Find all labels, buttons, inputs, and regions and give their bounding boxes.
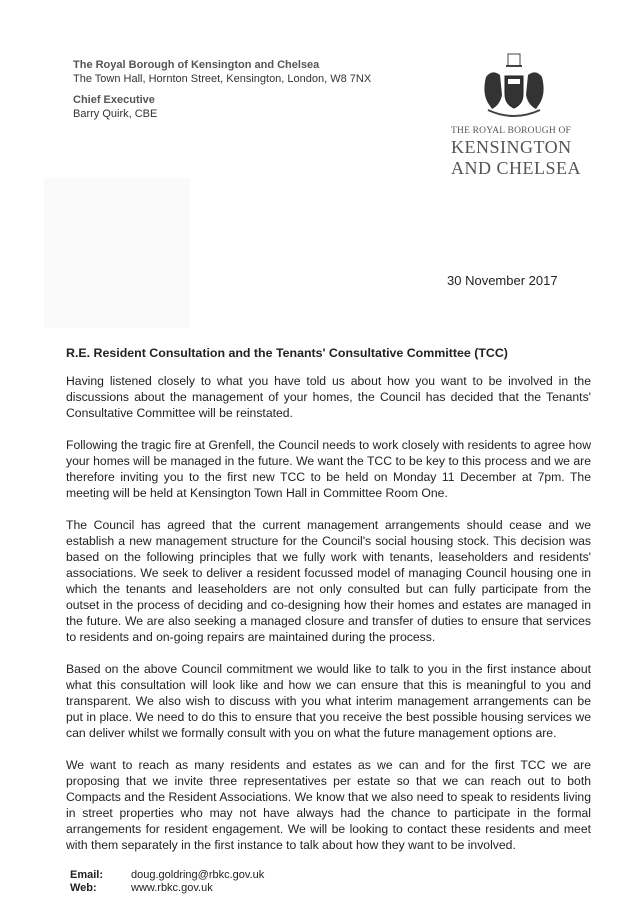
paragraph: The Council has agreed that the current management arrangements should cease and we establish a new management structure for the Council's social housing stock. This decision was based on the following principles that we fully work with tenants, leaseholders and residents' associations. We seek to deliver a resident focussed model of managing Council housing one in which the tenants and leaseholders are not only consulted but can fully participate from the outset in the process of deciding and co-designing how their homes and estates are managed in the future. We are also seeking a managed closure and transfer of duties to ensure that services to residents and on-going repairs are maintained during the process.: [66, 518, 591, 644]
letter-body: [66, 345, 591, 853]
org-address: The Town Hall, Hornton Street, Kensington, London, W8 7NX: [73, 73, 372, 85]
sender-name: Barry Quirk, CBE: [73, 108, 158, 120]
logo-line3: AND CHELSEA: [451, 158, 581, 178]
paragraph: Following the tragic fire at Grenfell, the Council needs to work closely with residents to agree how your homes will be managed in the future. We want the TCC to be key to this process and we are therefore inviting you to the first new TCC to be held on Monday 11 December at 7pm. The meeting will be held at Kensington Town Hall in Committee Room One.: [66, 438, 591, 500]
paragraph: Based on the above Council commitment we would like to talk to you in the first instance about what this consultation will look like and how we can ensure that this is meaningful to you and transparent. We also wish to discuss with you what interim management arrangements can be put in place. We need to do this to ensure that you receive the best possible housing services we can deliver whilst we formally consult with you on what the future management options are.: [66, 662, 591, 740]
web-label: Web:: [70, 882, 97, 894]
org-name: The Royal Borough of Kensington and Chelsea: [73, 59, 320, 71]
paragraph: Having listened closely to what you have told us about how you want to be involved in the discussions about the management of your homes, the Council has decided that the Tenants' Consultative Committee will be reinstated.: [66, 374, 591, 420]
email-link[interactable]: doug.goldring@rbkc.gov.uk: [131, 869, 265, 881]
logo-line2: KENSINGTON: [451, 137, 572, 157]
logo-line1: THE ROYAL BOROUGH OF: [451, 126, 572, 136]
letter-subject: R.E. Resident Consultation and the Tenants' Consultative Committee (TCC): [66, 346, 508, 360]
paragraph: We want to reach as many residents and estates as we can and for the first TCC we are proposing that we invite three representatives per estate so that we can reach out to both Compacts and the Resident Associations. We know that we also need to speak to residents living in street properties who may not have always had the chance to participate in the formal arrangements for resident engagement. We will be looking to contact these residents and meet with them separately in the first instance to talk about how they want to be involved.: [66, 758, 591, 852]
sender-role: Chief Executive: [73, 94, 155, 106]
contact-details: [70, 869, 591, 895]
letter-date: 30 November 2017: [447, 273, 558, 288]
web-link[interactable]: www.rbkc.gov.uk: [131, 882, 213, 894]
email-label: Email:: [70, 869, 104, 881]
